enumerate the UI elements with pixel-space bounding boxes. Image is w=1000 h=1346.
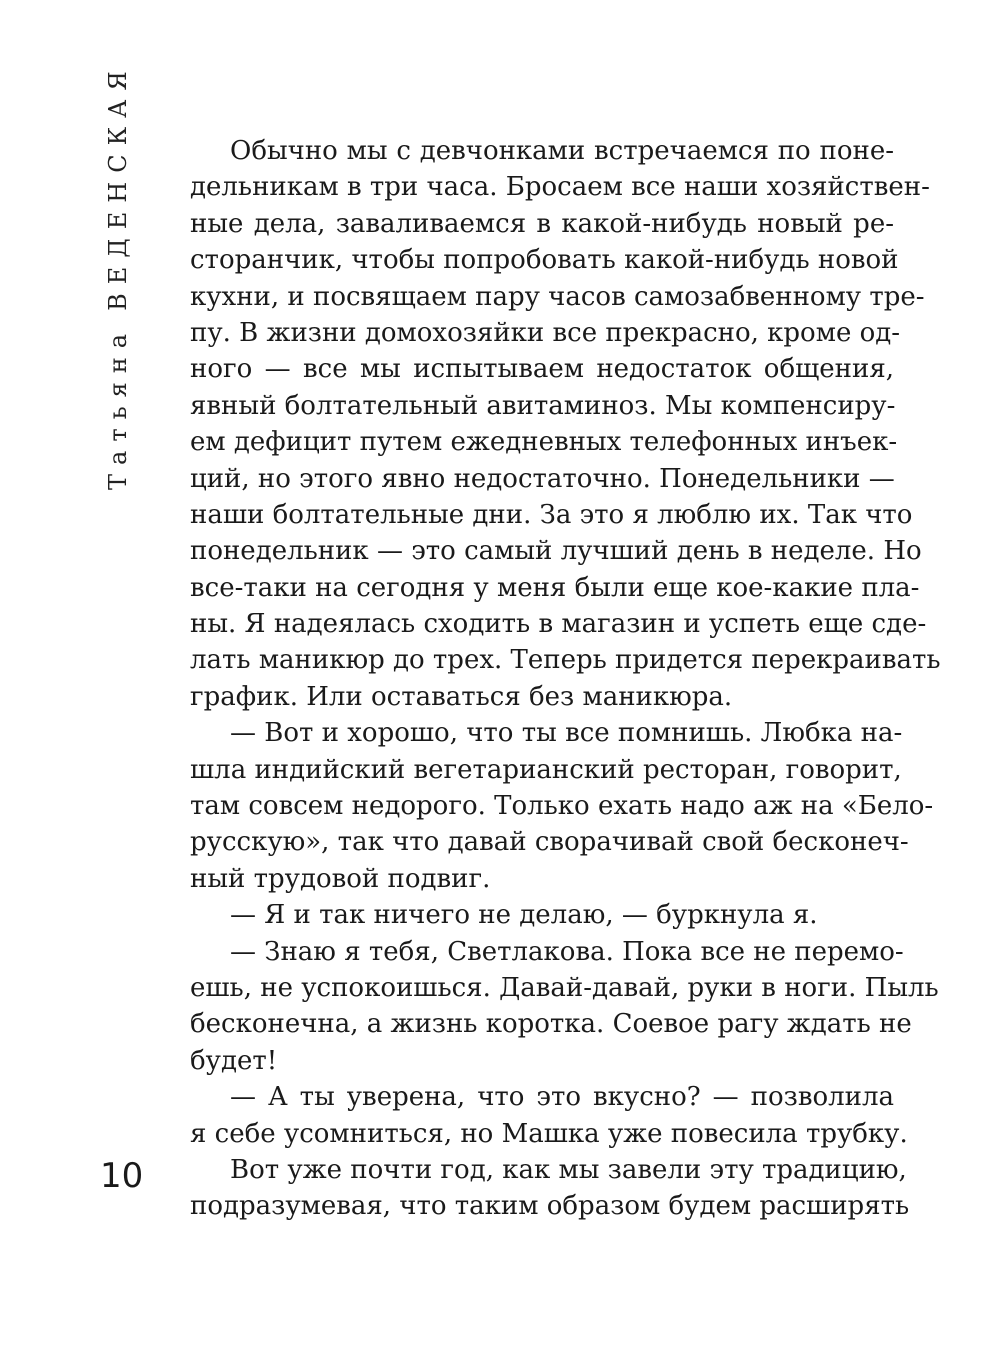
text-line: русскую», так что давай сворачивай свой бесконеч- [190,827,909,858]
text-line: явный болтательный авитаминоз. Мы компенсиру- [190,390,896,421]
text-line: подразумевая, что таким образом будем расширять [190,1191,910,1222]
text-line: ешь, не успокоишься. Давай-давай, руки в ноги. Пыль [190,972,939,1003]
text-line: — Знаю я тебя, Светлакова. Пока все не перемо- [230,936,904,967]
running-head-author [98,62,138,490]
author-family-name: ВЕДЕНСКАЯ [104,62,132,311]
text-line: ный трудовой подвиг. [190,863,491,894]
author-given-name: Татьяна [104,324,132,490]
text-line: я себе усомниться, но Машка уже повесила трубку. [190,1118,908,1149]
text-line: там совсем недорого. Только ехать надо аж на «Бело- [190,791,934,822]
text-line: ций, но этого явно недостаточно. Понедельники — [190,463,895,494]
text-line: бесконечна, а жизнь коротка. Соевое рагу ждать не [190,1009,912,1040]
text-line: наши болтательные дни. За это я люблю их. Так что [190,499,913,530]
text-line: ного — все мы испытываем недостаток общения, [190,354,894,385]
text-line: дельникам в три часа. Бросаем все наши хозяйствен- [190,172,930,203]
text-line: кухни, и посвящаем пару часов самозабвенному тре- [190,281,925,312]
page-number: 10 [100,1156,144,1196]
text-line: ем дефицит путем ежедневных телефонных инъек- [190,427,898,458]
text-line: — А ты уверена, что это вкусно? — позволила [230,1082,894,1113]
text-line: будет! [190,1045,278,1076]
text-line: сторанчик, чтобы попробовать какой-нибудь новой [190,245,899,276]
text-line: график. Или оставаться без маникюра. [190,681,733,712]
text-line: пу. В жизни домохозяйки все прекрасно, кроме од- [190,317,901,348]
text-line: ны. Я надеялась сходить в магазин и успеть еще сде- [190,609,927,640]
text-line: Обычно мы с девчонками встречаемся по поне- [230,136,894,166]
text-line: — Вот и хорошо, что ты все помнишь. Любка на- [230,718,903,749]
text-line: понедельник — это самый лучший день в неделе. Но [190,536,922,567]
text-line: — Я и так ничего не делаю, — буркнула я. [230,900,818,931]
text-line: ные дела, заваливаемся в какой-нибудь новый ре- [190,208,894,239]
text-line: Вот уже почти год, как мы завели эту традицию, [230,1154,907,1185]
text-line: все-таки на сегодня у меня были еще кое-какие пла- [190,572,920,603]
text-line: лать маникюр до трех. Теперь придется перекраивать [190,645,941,676]
text-line: шла индийский вегетарианский ресторан, говорит, [190,754,902,785]
body-text [190,133,941,1225]
